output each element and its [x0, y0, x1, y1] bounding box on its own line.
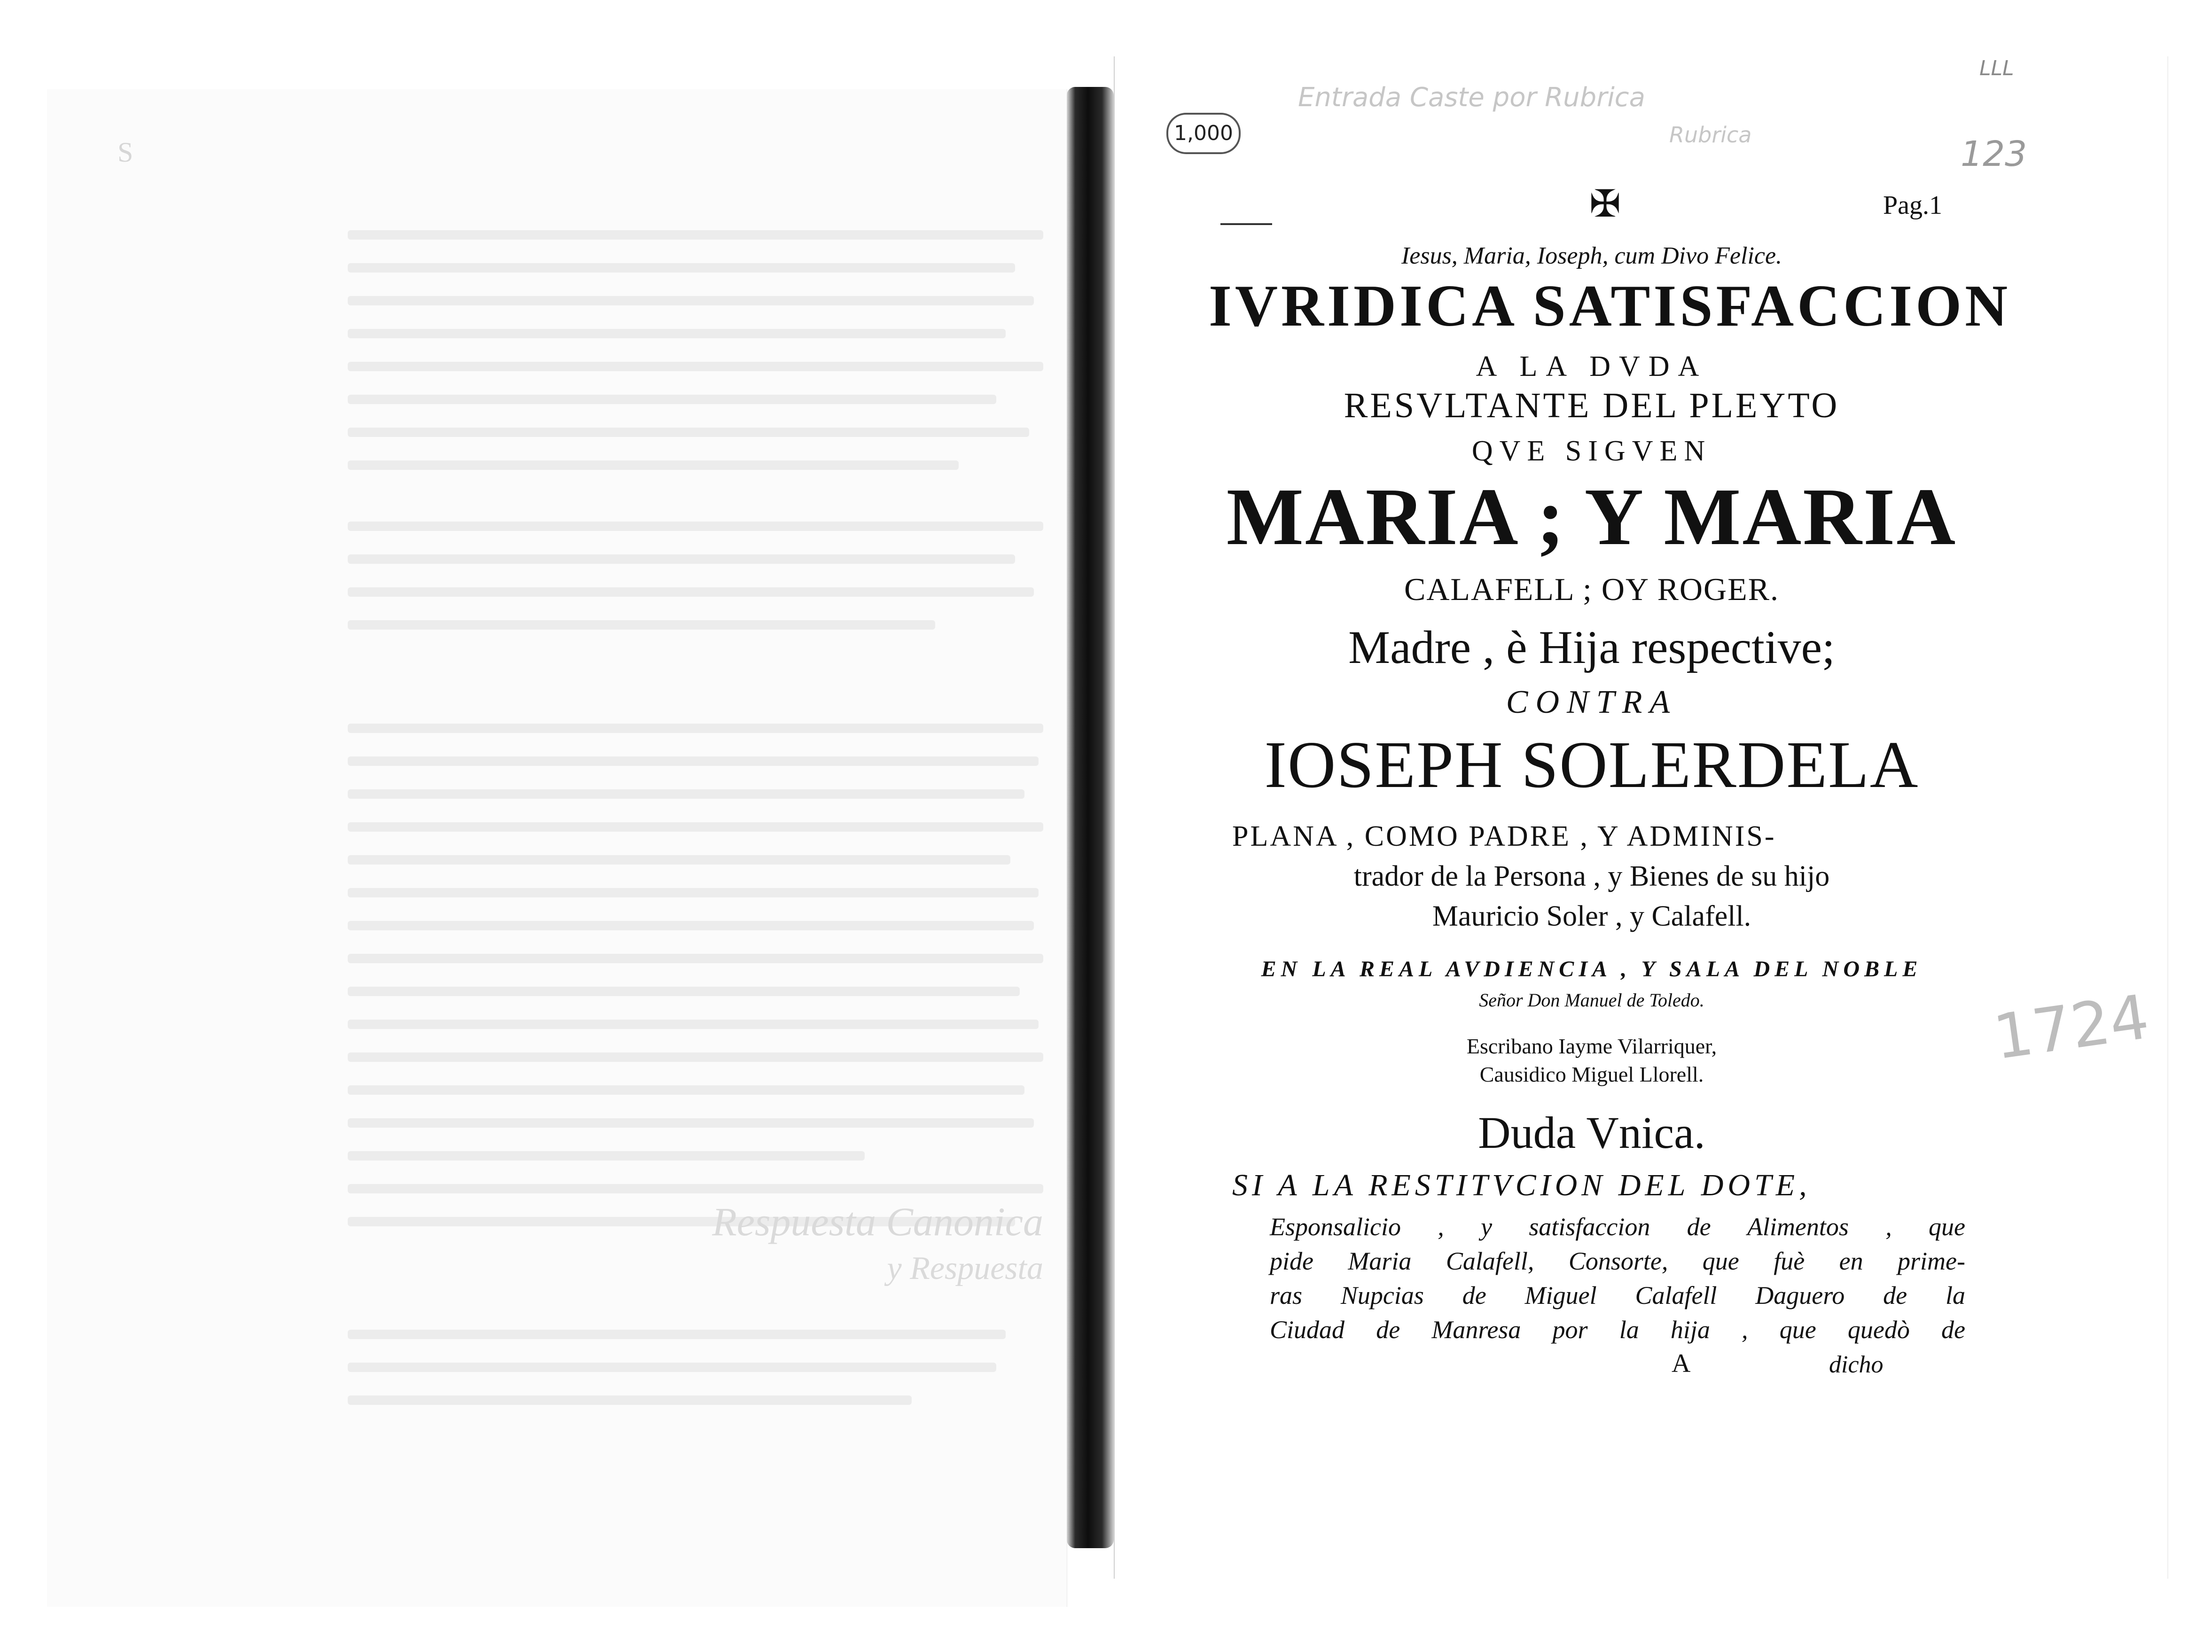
- printer-rule: [1220, 223, 1272, 225]
- show-through-line: [348, 522, 1043, 531]
- signature-mark: A: [1672, 1349, 1691, 1378]
- section-heading: Duda Vnica.: [1478, 1107, 1705, 1158]
- show-through-line: [348, 1151, 865, 1161]
- document-title: IVRIDICA SATISFACCION: [1209, 273, 2011, 339]
- corner-mark: LLL: [1979, 56, 2014, 80]
- show-through-line: [348, 756, 1039, 766]
- show-through-line: [348, 362, 1043, 371]
- show-through-line: [348, 1118, 1034, 1128]
- show-through-line: [348, 921, 1034, 930]
- paragraph-line: pide Maria Calafell, Consorte, que fuè en prime-: [1270, 1247, 1965, 1275]
- show-through-line: [348, 554, 1015, 564]
- left-page: [47, 89, 1067, 1607]
- title-line: A LA DVDA: [1476, 351, 1708, 382]
- show-through-line: [348, 428, 1029, 437]
- contra-line: CONTRA: [1506, 684, 1678, 720]
- opposing-party-detail: PLANA , COMO PADRE , Y ADMINIS-: [1232, 820, 1776, 852]
- advocate-line: Causidico Miguel Llorell.: [1479, 1062, 1704, 1086]
- show-through-line: [348, 329, 1006, 338]
- title-line: RESVLTANTE DEL PLEYTO: [1344, 386, 1840, 425]
- party-surnames: CALAFELL ; OY ROGER.: [1404, 571, 1780, 607]
- show-through-line: [348, 460, 959, 470]
- cross-ornament: ✠: [1589, 184, 1621, 225]
- paragraph-lead: SI A LA RESTITVCION DEL DOTE,: [1232, 1168, 1811, 1202]
- paragraph-line: Ciudad de Manresa por la hija , que quedò de: [1270, 1316, 1965, 1344]
- handwritten-note: Entrada Caste por Rubrica: [1298, 82, 1645, 113]
- archive-number: 123: [1961, 134, 2027, 174]
- paragraph-line: Esponsalicio , y satisfaccion de Alimentos , que: [1270, 1213, 1965, 1241]
- show-through-line: [348, 954, 1043, 963]
- show-through-line: [348, 789, 1024, 799]
- margin-pencil-date: 1724: [1989, 981, 2153, 1074]
- book-binding: [1067, 87, 1114, 1548]
- right-page: [1114, 56, 2168, 1579]
- court-judge: Señor Don Manuel de Toledo.: [1479, 990, 1704, 1011]
- scribe-line: Escribano Iayme Vilarriquer,: [1466, 1034, 1717, 1058]
- opposing-party-detail: trador de la Persona , y Bienes de su hijo: [1353, 860, 1830, 892]
- show-through-line: [348, 987, 1020, 996]
- show-through-line: [348, 620, 935, 630]
- show-through-line: [348, 1363, 996, 1372]
- show-through-line: [348, 395, 996, 404]
- invocation-line: Iesus, Maria, Ioseph, cum Divo Felice.: [1401, 242, 1782, 269]
- party-relation: Madre , è Hija respective;: [1348, 621, 1835, 673]
- handwritten-note: Rubrica: [1669, 122, 1752, 148]
- question-paragraph: [1270, 1210, 1965, 1347]
- catchword: dicho: [1829, 1351, 1884, 1378]
- show-through-line: [348, 1330, 1006, 1339]
- show-through-line: [348, 1184, 1043, 1193]
- show-through-line: [348, 888, 1039, 897]
- opposing-party-detail: Mauricio Soler , y Calafell.: [1432, 900, 1751, 932]
- show-through-line: [348, 1395, 912, 1405]
- accession-stamp: 1,000: [1166, 113, 1241, 154]
- court-line: EN LA REAL AVDIENCIA , Y SALA DEL NOBLE: [1261, 957, 1923, 982]
- show-through-line: [348, 296, 1034, 305]
- show-through-line: [348, 1052, 1043, 1062]
- title-line: QVE SIGVEN: [1471, 435, 1712, 467]
- show-through-heading: Respuesta Canonica: [712, 1199, 1043, 1244]
- left-corner-mark: S: [117, 137, 133, 168]
- show-through-line: [348, 822, 1043, 832]
- show-through-line: [348, 1085, 1024, 1095]
- paragraph-line: ras Nupcias de Miguel Calafell Daguero de la: [1270, 1281, 1965, 1309]
- show-through-line: [348, 230, 1043, 240]
- show-through-line: [348, 587, 1034, 597]
- show-through-line: [348, 1020, 1039, 1029]
- show-through-line: [348, 263, 1015, 273]
- show-through-line: [348, 724, 1043, 733]
- show-through-line: [348, 855, 1010, 865]
- opposing-party: IOSEPH SOLERDELA: [1264, 727, 1919, 802]
- page-number: Pag.1: [1883, 191, 1942, 220]
- show-through-heading: y Respuesta: [887, 1250, 1043, 1286]
- party-names: MARIA ; Y MARIA: [1226, 471, 1957, 562]
